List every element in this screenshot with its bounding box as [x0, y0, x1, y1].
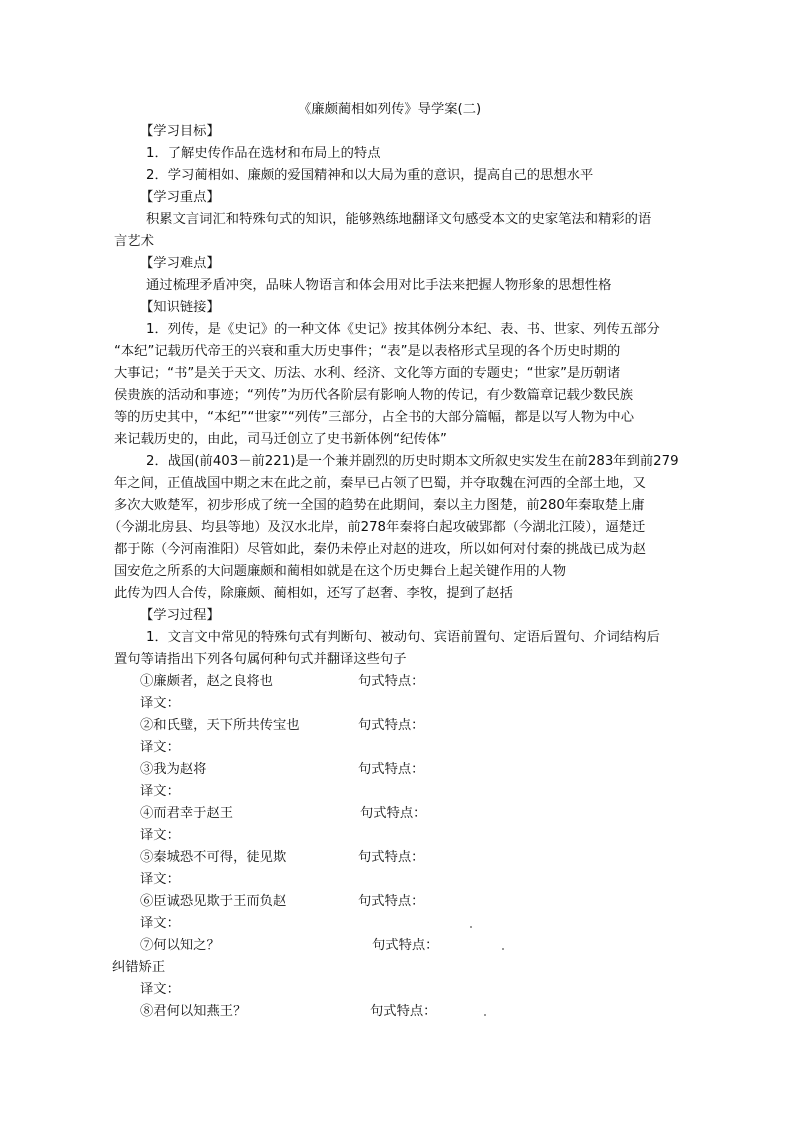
process-intro: 置句等请指出下列各句属何种句式并翻译这些句子: [114, 652, 407, 667]
exercise-sentence: ⑧君何以知燕王？: [140, 1004, 247, 1019]
feature-label: 句式特点：: [372, 938, 439, 953]
exercise-sentence: ⑤秦城恐不可得，徒见欺: [140, 850, 287, 865]
feature-label: 句式特点：: [358, 674, 425, 689]
exercise-sentence: ④而君幸于赵王: [140, 806, 234, 821]
exercise-sentence: ⑥臣诚恐见欺于王而负赵: [140, 894, 287, 909]
knowledge-text: 国安危之所系的大问题廉颇和蔺相如就是在这个历史舞台上起关键作用的人物: [114, 564, 567, 579]
translation-label: 译文：: [140, 740, 180, 755]
knowledge-text: 来记载历史的，由此，司马迁创立了史书新体例“纪传体”: [114, 432, 447, 447]
knowledge-heading: 【知识链接】: [140, 300, 220, 315]
translation-label: 译文：: [140, 916, 180, 931]
stray-dot-mark: [470, 926, 472, 928]
knowledge-text: 多次大败楚军，初步形成了统一全国的趋势在此期间，秦以主力图楚，前280年秦取楚上庸: [114, 498, 645, 513]
feature-label: 句式特点：: [358, 850, 425, 865]
translation-label: 译文：: [140, 872, 180, 887]
exercise-sentence: ①廉颇者，赵之良将也: [140, 674, 273, 689]
difficulty-heading: 【学习难点】: [140, 256, 220, 271]
feature-label: 句式特点：: [358, 762, 425, 777]
knowledge-text: 大事记；“书”是关于天文、历法、水利、经济、文化等方面的专题史；“世家”是历朝诸: [114, 366, 621, 381]
goal-item: 1．了解史传作品在选材和布局上的特点: [146, 146, 381, 161]
goals-heading: 【学习目标】: [140, 124, 220, 139]
stray-dot-mark: [502, 948, 504, 950]
process-heading: 【学习过程】: [140, 608, 220, 623]
focus-text: 积累文言词汇和特殊句式的知识，能够熟练地翻译文句感受本文的史家笔法和精彩的语: [146, 212, 652, 227]
correction-note: 纠错矫正: [112, 960, 166, 975]
knowledge-text: 1．列传，是《史记》的一种文体《史记》按其体例分本纪、表、书、世家、列传五部分: [146, 322, 660, 337]
knowledge-text: 年之间，正值战国中期之末在此之前，秦早已占领了巴蜀，并夺取魏在河西的全部土地，又: [114, 476, 646, 491]
knowledge-text: 此传为四人合传，除廉颇、蔺相如，还写了赵奢、李牧，提到了赵括: [114, 586, 513, 601]
focus-text: 言艺术: [114, 234, 154, 249]
stray-dot-mark: [484, 1014, 486, 1016]
feature-label: 句式特点：: [370, 1004, 437, 1019]
translation-label: 译文：: [140, 982, 180, 997]
goal-item: 2．学习蔺相如、廉颇的爱国精神和以大局为重的意识，提高自己的思想水平: [146, 168, 594, 183]
process-intro: 1．文言文中常见的特殊句式有判断句、被动句、宾语前置句、定语后置句、介词结构后: [146, 630, 660, 645]
translation-label: 译文：: [140, 828, 180, 843]
feature-label: 句式特点：: [358, 718, 425, 733]
translation-label: 译文：: [140, 696, 180, 711]
knowledge-text: 2．战国(前403－前221)是一个兼并剧烈的历史时期本文所叙史实发生在前283年到前279: [146, 454, 679, 469]
knowledge-text: “本纪”记载历代帝王的兴衰和重大历史事件；“表”是以表格形式呈现的各个历史时期的: [114, 344, 621, 359]
knowledge-text: 侯贵族的活动和事迹；“列传”为历代各阶层有影响人物的传记，有少数篇章记载少数民族: [114, 388, 634, 403]
knowledge-text: 等的历史其中，“本纪”“世家”“列传”三部分，占全书的大部分篇幅，都是以写人物为中心: [114, 410, 635, 425]
translation-label: 译文：: [140, 784, 180, 799]
feature-label: 句式特点：: [358, 894, 425, 909]
document-title: 《廉颇蔺相如列传》导学案(二): [298, 102, 482, 117]
difficulty-text: 通过梳理矛盾冲突，品味人物语言和体会用对比手法来把握人物形象的思想性格: [146, 278, 612, 293]
exercise-sentence: ⑦何以知之？: [140, 938, 220, 953]
focus-heading: 【学习重点】: [140, 190, 220, 205]
exercise-sentence: ③我为赵将: [140, 762, 207, 777]
feature-label: 句式特点：: [360, 806, 427, 821]
knowledge-text: （今湖北房县、均县等地）及汉水北岸，前278年秦将白起攻破郢都（今湖北江陵），逼楚迁: [108, 520, 646, 535]
knowledge-text: 都于陈（今河南淮阳）尽管如此，秦仍未停止对赵的进攻，所以如何对付秦的挑战已成为赵: [114, 542, 646, 557]
exercise-sentence: ②和氏璧，天下所共传宝也: [140, 718, 300, 733]
